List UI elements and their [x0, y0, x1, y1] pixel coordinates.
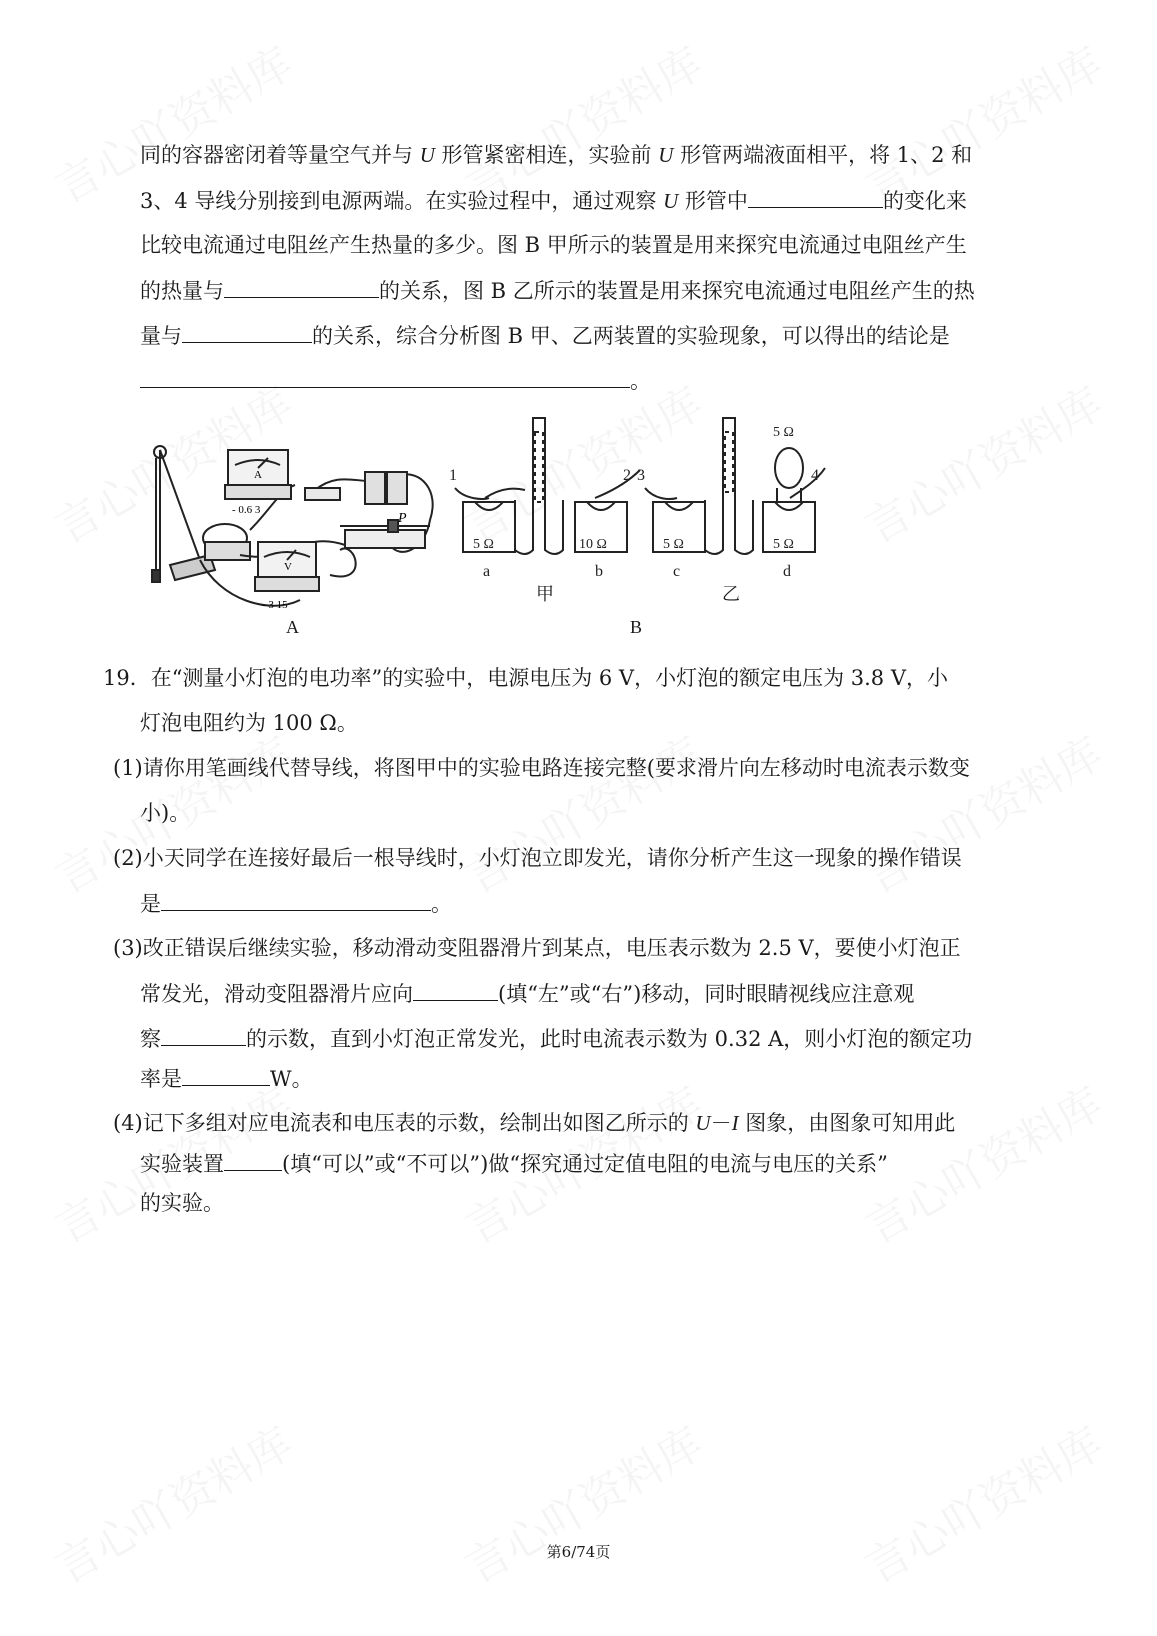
subquestion-2: 是 。	[140, 888, 452, 919]
answer-blank[interactable]	[161, 888, 431, 911]
answer-blank[interactable]	[748, 185, 883, 208]
wire-label-4: 4	[811, 467, 819, 484]
answer-blank[interactable]	[182, 320, 312, 343]
container-a: a	[483, 563, 491, 580]
figure-jia-label: 甲	[536, 584, 554, 604]
subquestion-3: 常发光，滑动变阻器滑片应向 (填“左”或“右”)移动，同时眼睛视线应注意观	[140, 978, 914, 1009]
wire-label-3: 3	[637, 467, 645, 484]
container-b: b	[595, 563, 603, 580]
watermark	[852, 1408, 1113, 1595]
watermark	[452, 1408, 713, 1595]
paragraph-line: 3、4 导线分别接到电源两端。在实验过程中，通过观察 U 形管中 的变化来	[140, 185, 967, 216]
resistor-d: 5 Ω	[773, 537, 794, 552]
subquestion-4: (4)记下多组对应电流表和电压表的示数，绘制出如图乙所示的 U－I 图象，由图象可知用此	[113, 1111, 956, 1135]
resistor-c: 5 Ω	[663, 537, 684, 552]
subquestion-1: (1)请你用笔画线代替导线，将图甲中的实验电路连接完整(要求滑片向左移动时电流表示数变	[113, 756, 970, 780]
container-c: c	[673, 563, 681, 580]
watermark	[452, 718, 713, 905]
paragraph-line: 比较电流通过电阻丝产生热量的多少。图 B 甲所示的装置是用来探究电流通过电阻丝产生	[140, 233, 967, 257]
subquestion-4: 的实验。	[140, 1191, 224, 1215]
paragraph-line: 。	[140, 365, 651, 396]
answer-blank[interactable]	[140, 365, 630, 388]
subquestion-3: 率是 W。	[140, 1063, 313, 1094]
paragraph-line: 同的容器密闭着等量空气并与 U 形管紧密相连，实验前 U 形管两端液面相平，将 1、2 和	[140, 143, 973, 167]
answer-blank[interactable]	[413, 978, 498, 1001]
figure-a-circuit	[140, 430, 450, 620]
question-19-line: 灯泡电阻约为 100 Ω。	[140, 711, 358, 735]
wire-label-1: 1	[449, 467, 457, 484]
slider-p-label: P	[398, 511, 407, 526]
subquestion-1: 小)。	[140, 801, 191, 825]
voltmeter-letter: V	[284, 561, 292, 573]
figure-yi-label: 乙	[722, 584, 740, 604]
subquestion-3: 察 的示数，直到小灯泡正常发光，此时电流表示数为 0.32 A，则小灯泡的额定功	[140, 1023, 972, 1054]
resistor-b: 10 Ω	[579, 537, 607, 552]
watermark	[42, 1408, 303, 1595]
page-number: 第6/74页	[546, 1543, 611, 1561]
question-number: 19．	[103, 666, 151, 690]
figure-a-label: A	[286, 617, 299, 637]
answer-blank[interactable]	[161, 1023, 246, 1046]
resistor-top: 5 Ω	[773, 425, 794, 440]
subquestion-3: (3)改正错误后继续实验，移动滑动变阻器滑片到某点，电压表示数为 2.5 V，要使小灯泡正	[113, 936, 961, 960]
wire-label-2: 2	[623, 467, 631, 484]
paragraph-line: 的热量与 的关系，图 B 乙所示的装置是用来探究电流通过电阻丝产生的热	[140, 275, 975, 306]
watermark	[852, 1068, 1113, 1255]
container-d: d	[783, 563, 791, 580]
subquestion-4: 实验装置 (填“可以”或“不可以”)做“探究通过定值电阻的电流与电压的关系”	[140, 1148, 888, 1179]
figure-b-apparatus	[445, 410, 835, 580]
paragraph-line: 量与 的关系，综合分析图 B 甲、乙两装置的实验现象，可以得出的结论是	[140, 320, 950, 351]
answer-blank[interactable]	[224, 1148, 282, 1171]
watermark	[852, 368, 1113, 555]
subquestion-2: (2)小天同学在连接好最后一根导线时，小灯泡立即发光，请你分析产生这一现象的操作错误	[113, 846, 962, 870]
voltmeter-scale: - 3 15	[262, 599, 288, 611]
ammeter-letter: A	[254, 469, 262, 481]
answer-blank[interactable]	[182, 1063, 270, 1086]
question-19-line: 19．在“测量小灯泡的电功率”的实验中，电源电压为 6 V，小灯泡的额定电压为 3.8 V，小	[103, 666, 948, 690]
answer-blank[interactable]	[224, 275, 379, 298]
watermark	[852, 718, 1113, 905]
figure-b-label: B	[630, 617, 643, 637]
resistor-a: 5 Ω	[473, 537, 494, 552]
ammeter-scale: - 0.6 3	[232, 504, 261, 516]
